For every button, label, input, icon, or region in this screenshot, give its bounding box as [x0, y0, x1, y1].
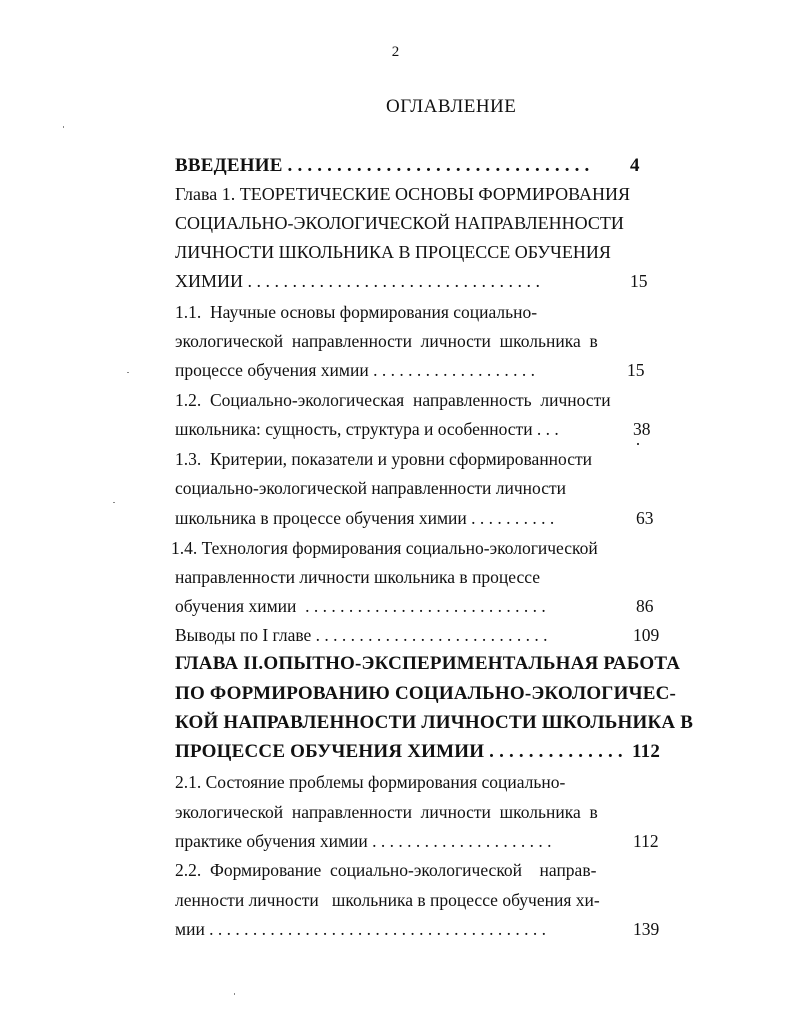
toc-entry-s21-line-2: экологической направленности личности школьника в — [175, 802, 598, 822]
toc-entry-s22-line-3: мии . . . . . . . . . . . . . . . . . . . . . . . . . . . . . . . . . . . . . . . — [175, 919, 547, 939]
scan-speck — [127, 372, 129, 373]
toc-entry-s22-page: 139 — [633, 919, 660, 939]
scan-speck — [637, 443, 639, 445]
toc-entry-conc1-line-1: Выводы по I главе . . . . . . . . . . . . . . . . . . . . . . . . . . . — [175, 625, 548, 645]
toc-entry-s12-line-1: 1.2. Социально-экологическая направленность личности — [175, 390, 611, 410]
scan-speck — [234, 993, 235, 995]
toc-entry-s13-line-2: социально-экологической направленности личности — [175, 478, 566, 498]
toc-entry-s22-line-2: ленности личности школьника в процессе обучения хи- — [175, 890, 600, 910]
toc-entry-ch1-line-1: Глава 1. ТЕОРЕТИЧЕСКИЕ ОСНОВЫ ФОРМИРОВАНИЯ — [175, 184, 630, 204]
toc-entry-ch1-line-2: СОЦИАЛЬНО-ЭКОЛОГИЧЕСКОЙ НАПРАВЛЕННОСТИ — [175, 213, 624, 233]
toc-entry-s11-line-3: процессе обучения химии . . . . . . . . . . . . . . . . . . . — [175, 360, 535, 380]
page-number: 2 — [391, 44, 400, 60]
toc-entry-s21-line-3: практике обучения химии . . . . . . . . . . . . . . . . . . . . . — [175, 831, 552, 851]
toc-entry-ch2-line-3: КОЙ НАПРАВЛЕННОСТИ ЛИЧНОСТИ ШКОЛЬНИКА В — [175, 712, 694, 733]
toc-entry-s12-line-2: школьника: сущность, структура и особенности . . . — [175, 419, 559, 439]
toc-entry-s11-page: 15 — [627, 360, 645, 380]
toc-entry-ch1-page: 15 — [630, 271, 648, 291]
toc-entry-ch2-line-4: ПРОЦЕССЕ ОБУЧЕНИЯ ХИМИИ . . . . . . . . . . . . . . — [175, 741, 623, 762]
toc-entry-s14-page: 86 — [636, 596, 654, 616]
toc-entry-s14-line-1: 1.4. Технология формирования социально-экологической — [171, 538, 598, 558]
toc-title: ОГЛАВЛЕНИЕ — [386, 96, 517, 117]
toc-entry-s22-line-1: 2.2. Формирование социально-экологической направ- — [175, 860, 597, 880]
toc-entry-s12-page: 38 — [633, 419, 651, 439]
toc-entry-ch2-line-1: ГЛАВА II.ОПЫТНО-ЭКСПЕРИМЕНТАЛЬНАЯ РАБОТА — [175, 653, 681, 674]
toc-entry-intro-line-1: ВВЕДЕНИЕ . . . . . . . . . . . . . . . . . . . . . . . . . . . . . . . — [175, 155, 590, 176]
toc-entry-s13-page: 63 — [636, 508, 654, 528]
toc-entry-s21-line-1: 2.1. Состояние проблемы формирования социально- — [175, 772, 566, 792]
toc-entry-s11-line-1: 1.1. Научные основы формирования социально- — [175, 302, 538, 322]
toc-entry-conc1-page: 109 — [633, 625, 660, 645]
toc-entry-ch2-page: 112 — [632, 741, 661, 762]
toc-entry-ch1-line-4: ХИМИИ . . . . . . . . . . . . . . . . . . . . . . . . . . . . . . . . . — [175, 271, 541, 291]
toc-entry-s14-line-3: обучения химии . . . . . . . . . . . . . . . . . . . . . . . . . . . . — [175, 596, 546, 616]
toc-entry-s14-line-2: направленности личности школьника в процессе — [175, 567, 541, 587]
toc-entry-ch1-line-3: ЛИЧНОСТИ ШКОЛЬНИКА В ПРОЦЕССЕ ОБУЧЕНИЯ — [175, 242, 611, 262]
scan-speck — [63, 126, 64, 128]
toc-entry-ch2-line-2: ПО ФОРМИРОВАНИЮ СОЦИАЛЬНО-ЭКОЛОГИЧЕС- — [175, 683, 677, 704]
toc-entry-intro-page: 4 — [630, 155, 640, 176]
toc-entry-s11-line-2: экологической направленности личности школьника в — [175, 331, 598, 351]
scan-speck — [113, 502, 115, 503]
toc-entry-s21-page: 112 — [633, 831, 659, 851]
toc-entry-s13-line-3: школьника в процессе обучения химии . . . . . . . . . . — [175, 508, 555, 528]
toc-entry-s13-line-1: 1.3. Критерии, показатели и уровни сформированности — [175, 449, 593, 469]
